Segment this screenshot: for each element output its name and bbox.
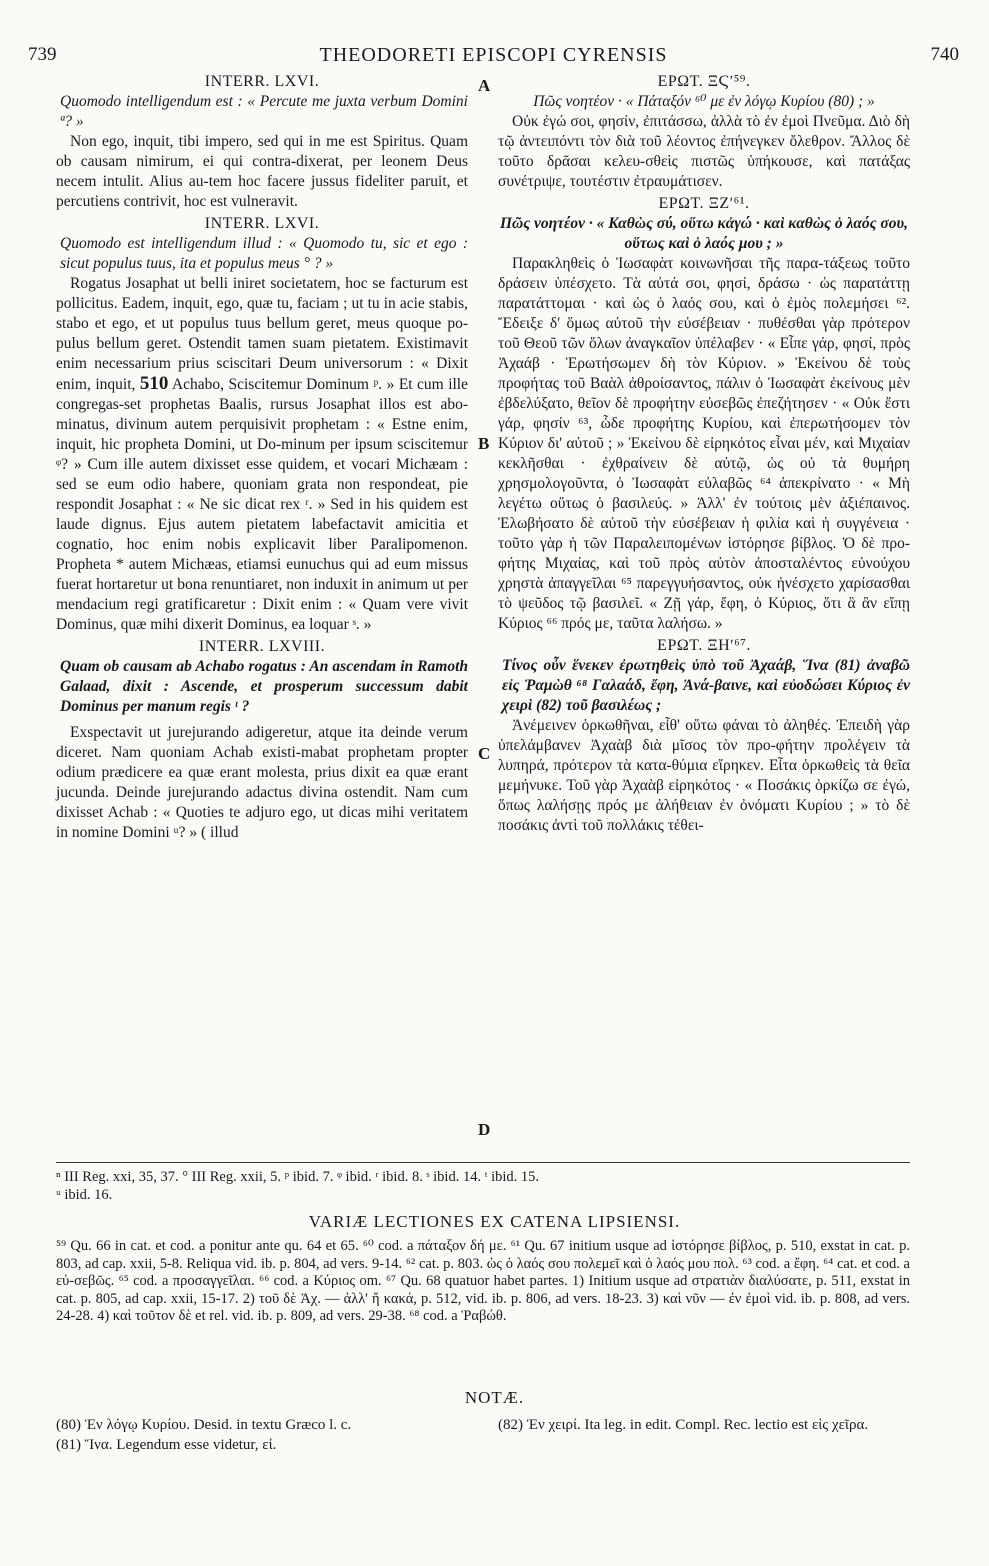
- erotesis-heading: ΕΡΩΤ. ΞΖʹ⁶¹.: [658, 195, 750, 212]
- notae-left: [56, 1416, 468, 1456]
- note-80: (80) Ἐν λόγῳ Κυρίου. Desid. in textu Græco l. c.: [56, 1417, 352, 1433]
- page-header: [28, 44, 959, 70]
- page-column-left: 739: [28, 44, 57, 65]
- question-text: Πῶς νοητέον · « Πάταξόν ⁶⁰ με ἐν λόγῳ Κυρίου (80) ; »: [533, 93, 875, 110]
- greek-column: [498, 70, 910, 836]
- question-text: Quomodo est intelligendum illud : « Quomodo tu, sic et ego : sicut populus tuus, ita et populus meus ° ? »: [60, 235, 468, 272]
- interrogatio-heading: INTERR. LXVI.: [204, 73, 320, 90]
- running-title: THEODORETI EPISCOPI CYRENSIS: [319, 44, 668, 66]
- answer-paragraph: [56, 274, 468, 635]
- column-marker-a: A: [478, 76, 491, 95]
- answer-paragraph: Ἀνέμεινεν ὁρκωθῆναι, εἶθ' οὕτω φάναι τὸ ἀληθές. Ἐπειδὴ γὰρ ὑπελάμβανεν Ἀχαὰβ διὰ μῖσος τὸν προ-φήτην προλέγειν τὰ λυπηρά, πρότερον τὰ κατα-θύμια εἴρηκεν. Εἶτα ὁρκωθεὶς τὰ θεῖα μεμήνυκε. Τοῦ γὰρ Ἀχαὰβ εἰρηκότος · « Ποσάκις ὁρκίζω σε ἐγώ, ὅπως λαλήσῃς πρός με ἀλήθειαν ἐν ὀνόματι Κυρίου ; » τὸ δὲ ποσάκις ἀντὶ τοῦ πολλάκις τέθει-: [498, 717, 910, 834]
- notae-title: NOTÆ.: [464, 1388, 525, 1407]
- question-text: Quomodo intelligendum est : « Percute me juxta verbum Domini ª? »: [60, 93, 468, 130]
- answer-text: Achabo, Sciscitemur Dominum ᵖ. » Et cum ille congregas-set prophetas Baalis, rursus Josaphat illos est abo-minatus, divinum autem perquisivit prophetam : « Estne enim, inquit, hic propheta Domini, ut Do-minum per ipsum sciscitemur ᵠ? » Cum ille autem dixisset esse quidem, et vocari Michæam : sed se eum odio habere, quoniam grata non respondeat, pie respondit Josaphat : « Ne sic dicat rex ʳ. » Sed in his quidem est laude dignus. Ejus autem pietatem labefactavit amicitia et cognatio, hoc enim nobis explicavit liber Paralipomenon. Propheta * autem Michæas, etiamsi eunuchus qui ad eum missus fuerat hortaretur ut bona renuntiaret, non induxit in animum ut per mendacium regi gratificaretur : Dixit enim : « Quam vere vivit Dominus, quæ mihi dixerit Dominus, ea loquar ˢ. »: [56, 376, 468, 633]
- scripture-footnotes: [56, 1168, 929, 1204]
- answer-paragraph: Οὐκ ἐγώ σοι, φησίν, ἐπιτάσσω, ἀλλὰ τὸ ἐν ἐμοὶ Πνεῦμα. Διὸ δὴ τῷ ἀντειπόντι τὸν διὰ τοῦ λέοντος ἐπήνεγκεν ὄλεθρον. Ἄλλος δὲ τοῦτο δρᾶσαι κελευ-σθεὶς πιστῶς ὑπήκουσε, καὶ πατάξας συνέτριψε, τουτέστιν ἐτραυμάτισεν.: [498, 113, 910, 190]
- column-marker-d: D: [478, 1120, 491, 1139]
- interrogatio-heading: INTERR. LXVIII.: [198, 638, 326, 655]
- note-81: (81) Ἵνα. Legendum esse videtur, εἰ.: [56, 1437, 277, 1453]
- variae-lectiones-text: ⁵⁹ Qu. 66 in cat. et cod. a ponitur ante qu. 64 et 65. ⁶⁰ cod. a πάταξον δή με. ⁶¹ Qu. 67 initium usque ad ἱστόρησε βίβλος, p. 510, exstat in cat. p. 803, ad cap. xxii, 5-8. Reliqua vid. ib. p. 804, ad vers. 9-14. ⁶² cat. p. 803. ὡς ὁ λαός σου πολεμεῖ καὶ ὁ λαός μου πολ. ⁶³ cod. a ἔφη. ⁶⁴ cat. et cod. a εὐ-σεβῶς. ⁶⁵ cod. a προσαγγεῖλαι. ⁶⁶ cod. a Κύριος om. ⁶⁷ Qu. 68 quatuor habet partes. 1) Initium usque ad στρατιὰν διαλύσατε, p. 511, exstat in cat. p. 805, ad cap. xxii, 15-17. 2) τοῦ δὲ Ἀχ. — ἀλλ' ἤ κακά, p. 512, vid. ib. p. 806, ad vers. 18-23. 3) καὶ νῦν — ἐν ἐμοὶ vid. ib. p. 808, ad vers. 24-28. 4) καὶ τοῦτον δὲ et rel. vid. ib. p. 809, ad vers. 29-38. ⁶⁸ cod. a Ῥαβώθ.: [56, 1238, 910, 1324]
- answer-paragraph: Exspectavit ut jurejurando adigeretur, atque ita deinde verum diceret. Nam quoniam Achab existi-mabat prophetam propter odium prædicere ea quæ erant molesta, prius dixit ea quæ erant jucunda. Deinde jurejurando adactus divina ostendit. Nam cum dixisset Achab : « Quoties te adjuro ego, ut dicas mihi veritatem in nomine Domini ᵘ? » ( illud: [56, 724, 468, 841]
- footnote-line: ⁿ III Reg. xxi, 35, 37. ° III Reg. xxii, 5. ᵖ ibid. 7. ᵠ ibid. ʳ ibid. 8. ˢ ibid. 14. ᵗ ibid. 15.: [56, 1169, 540, 1185]
- footnote-divider: [56, 1162, 910, 1163]
- column-number: 510: [139, 373, 169, 394]
- question-text: Πῶς νοητέον · « Καθὼς σύ, οὕτω κἀγώ · καὶ καθὼς ὁ λαός σου, οὕτως καὶ ὁ λαός μου ; »: [499, 215, 909, 252]
- footnote-line: ᵘ ibid. 16.: [56, 1187, 113, 1203]
- answer-text: Rogatus Josaphat ut belli iniret societatem, hoc se facturum est pollicitus. Eadem, inquit, ego, quæ tu, faciam ; ut tu in acie stabis, stabo et ego, et ut populus tuus bellum geret, meus quoque po-pulus bellum geret. Ostendit tamen suam pietatem. Existimavit enim necessarium prius sciscitari Deum universorum : « Dixit enim, inquit,: [56, 275, 468, 393]
- erotesis-heading: ΕΡΩΤ. ΞΗʹ⁶⁷.: [657, 637, 751, 654]
- answer-paragraph: Non ego, inquit, tibi impero, sed qui in me est Spiritus. Quam ob causam nimirum, ei qui contra-dixerat, per leonem Deus necem intulit. Alius au-tem hoc facere jussus fideliter paruit, et percutiens contrivit, hoc est vulneravit.: [56, 133, 468, 210]
- page-column-right: 740: [930, 44, 959, 65]
- answer-paragraph: Παρακληθεὶς ὁ Ἰωσαφὰτ κοινωνῆσαι τῆς παρα-τάξεως τοῦτο δράσειν ὑπέσχετο. Τὰ αὐτά σοι, φησί, δράσω · ὡς παρατάττῃ παρατάττομαι · καὶ ὡς ὁ λαός σου, καὶ ὁ ἐμὸς πολεμήσει ⁶². Ἔδειξε δ' ὅμως αὐτοῦ τὴν εὐσέβειαν · πυθέσθαι γὰρ πρότερον τοῦ Θεοῦ τῶν ὅλων ἀναγκαῖον ὑπέλαβεν · « Εἶπε γάρ, φησί, πρὸς Ἀχαάβ · Ἐρωτήσωμεν δὴ τὸν Κύριον. » Ἐκείνου δὲ τοὺς προφήτας τοῦ Βαὰλ ἀθροίσαντος, πάλιν ὁ Ἰωσαφὰτ ἐκείνους μὲν ἐβδελύξατο, θεῖον δὲ προφήτην εὐσεβῶς ἐπεζήτησεν · « Οὐκ ἔστι γάρ, φησίν ⁶³, ὧδε προφήτης Κυρίου, καὶ ἐπερωτήσομεν τὸν Κύριον δι' αὐτοῦ ; » Ἐκείνου δὲ εἰρηκότος εἶναι μέν, καὶ Μιχαίαν κεκλῆσθαι · ἐχθραίνειν δὲ αὐτῷ, ὡς οὐ τὰ θυμήρη χρησμολογοῦντα, ὁ Ἰωσαφὰτ εὐλαβῶς ⁶⁴ ἀπεκρίνατο · « Μὴ λεγέτω οὕτως ὁ βασιλεύς. » Ἀλλ' ἐν τούτοις μὲν ἀξιέπαινος. Ἐλωβήσατο δὲ αὐτοῦ τὴν εὐσέβειαν ἡ φιλία καὶ ἡ συγγένεια · τοῦτο γὰρ ἡ τῶν Παραλειπομένων ἱστόρησε βίβλος. Ὁ δὲ προ-φήτης Μιχαίας, καὶ τοῦ πρὸς αὐτὸν ἀποσταλέντος εὐνούχου χρηστὰ ἀπαγγεῖλαι ⁶⁵ παρεγγυήσαντος, οὐκ ἠνέσχετο χαρίσασθαι τὸ ψεῦδος τῷ βασιλεῖ. « Ζῇ γάρ, ἔφη, ὁ Κύριος, ὅτι ἃ ἂν εἴπῃ Κύριος ⁶⁶ πρός με, ταῦτα λαλήσω. »: [498, 255, 910, 632]
- notae-right: [498, 1416, 910, 1436]
- erotesis-heading: ΕΡΩΤ. ΞϚʹ⁵⁹.: [657, 73, 751, 90]
- question-text: Τίνος οὖν ἕνεκεν ἐρωτηθεὶς ὑπὸ τοῦ Ἀχαάβ, Ἵνα (81) ἀναβῶ εἰς Ῥαμὼθ ⁶⁸ Γαλαάδ, ἔφη, Ἀνά-βαινε, καὶ εὐοδώσει Κύριος ἐν χειρὶ (82) τοῦ βασιλέως ;: [502, 657, 910, 714]
- latin-column: [56, 70, 468, 843]
- question-text: Quam ob causam ab Achabo rogatus : An ascendam in Ramoth Galaad, dixit : Ascende, et prosperum successum dabit Dominus per manum regis ᵗ ?: [60, 658, 468, 715]
- note-82: (82) Ἐν χειρί. Ita leg. in edit. Compl. Rec. lectio est εἰς χεῖρα.: [498, 1417, 869, 1433]
- column-marker-b: B: [478, 434, 490, 453]
- variae-lectiones-title: VARIÆ LECTIONES EX CATENA LIPSIENSI.: [308, 1212, 681, 1231]
- column-marker-c: C: [478, 744, 491, 763]
- interrogatio-heading: INTERR. LXVI.: [204, 215, 320, 232]
